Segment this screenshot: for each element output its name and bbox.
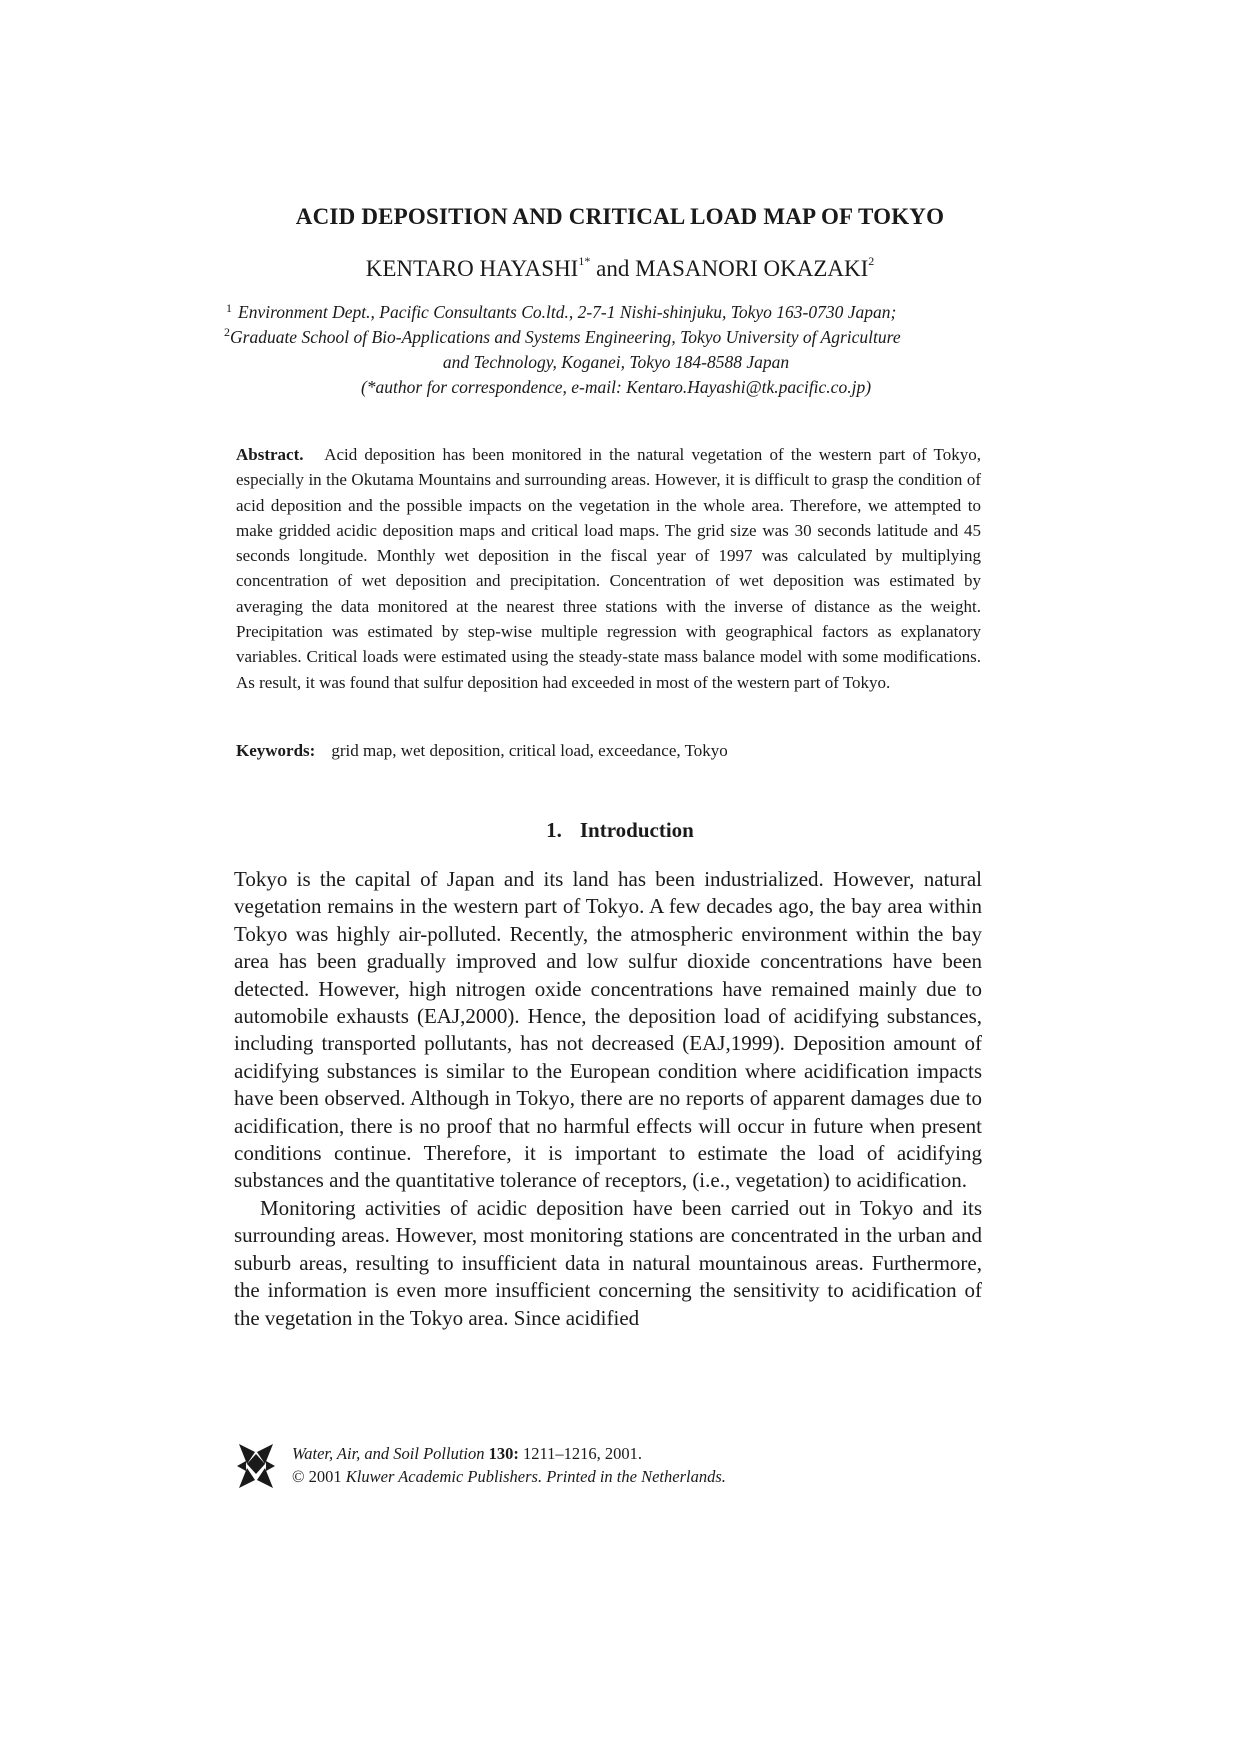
- affiliation-number: 2: [224, 325, 230, 339]
- journal-name: Water, Air, and Soil Pollution: [292, 1444, 485, 1463]
- affiliation-2: Graduate School of Bio-Applications and Systems Engineering, Tokyo University of Agriculture: [230, 327, 901, 347]
- section-number: 1.: [546, 818, 562, 842]
- kluwer-logo-icon: [237, 1442, 275, 1490]
- affiliations: [224, 300, 996, 400]
- author-name: MASANORI OKAZAKI: [635, 256, 869, 281]
- journal-volume: 130:: [488, 1444, 519, 1463]
- journal-pages: 1211–1216, 2001.: [518, 1444, 643, 1463]
- paragraph: Monitoring activities of acidic deposition have been carried out in Tokyo and its surrounding areas. However, most monitoring stations are concentrated in the urban and suburb areas, resulting to insufficient data in natural mountainous areas. Furthermore, the information is even more insufficient concerning the sensitivity to acidification of the vegetation in the Tokyo area. Since acidified: [234, 1195, 982, 1330]
- body-text: [234, 866, 982, 1332]
- keywords-label: Keywords:: [236, 741, 316, 760]
- citation-line: [292, 1442, 726, 1465]
- author-superscript: 1*: [578, 254, 591, 269]
- author-list: [0, 256, 1240, 282]
- journal-footer: [292, 1442, 726, 1488]
- keywords: [236, 741, 981, 761]
- abstract: [236, 442, 981, 695]
- correspondence-note: (*author for correspondence, e-mail: Kentaro.Hayashi@tk.pacific.co.jp): [360, 377, 872, 397]
- section-title: Introduction: [579, 818, 694, 842]
- copyright-line: [292, 1465, 726, 1488]
- affiliation-2-continued: and Technology, Koganei, Tokyo 184-8588 Japan: [442, 352, 790, 372]
- author-superscript: 2: [868, 254, 875, 269]
- section-heading: [0, 818, 1240, 843]
- affiliation-number: 1: [226, 301, 232, 315]
- keywords-text: grid map, wet deposition, critical load, exceedance, Tokyo: [331, 741, 728, 760]
- affiliation-1: Environment Dept., Pacific Consultants Co.ltd., 2-7-1 Nishi-shinjuku, Tokyo 163-0730 Japan;: [238, 302, 897, 322]
- abstract-text: Acid deposition has been monitored in the natural vegetation of the western part of Tokyo, especially in the Okutama Mountains and surrounding areas. However, it is difficult to grasp the condition of acid deposition and the possible impacts on the vegetation in the whole area. Therefore, we attempted to make gridded acidic deposition maps and critical load maps. The grid size was 30 seconds latitude and 45 seconds longitude. Monthly wet deposition in the fiscal year of 1997 was calculated by multiplying concentration of wet deposition and precipitation. Concentration of wet deposition was estimated by averaging the data monitored at the nearest three stations with the inverse of distance as the weight. Precipitation was estimated by step-wise multiple regression with geographical factors as explanatory variables. Critical loads were estimated using the steady-state mass balance model with some modifications. As result, it was found that sulfur deposition had exceeded in most of the western part of Tokyo.: [236, 445, 982, 692]
- abstract-label: Abstract.: [236, 445, 304, 464]
- author-conjunction: and: [590, 256, 636, 281]
- paper-title: ACID DEPOSITION AND CRITICAL LOAD MAP OF TOKYO: [295, 204, 945, 229]
- author-name: KENTARO HAYASHI: [365, 256, 579, 281]
- publisher: Kluwer Academic Publishers. Printed in the Netherlands.: [345, 1467, 726, 1486]
- copyright-year: © 2001: [292, 1467, 346, 1486]
- paragraph: Tokyo is the capital of Japan and its land has been industrialized. However, natural vegetation remains in the western part of Tokyo. A few decades ago, the bay area within Tokyo was highly air-polluted. Recently, the atmospheric environment within the bay area has been gradually improved and low sulfur dioxide concentrations have been detected. However, high nitrogen oxide concentrations have remained mainly due to automobile exhausts (EAJ,2000). Hence, the deposition load of acidifying substances, including transported pollutants, has not decreased (EAJ,1999). Deposition amount of acidifying substances is similar to the European condition where acidification impacts have been observed. Although in Tokyo, there are no reports of apparent damages due to acidification, there is no proof that no harmful effects will occur in future when present conditions continue. Therefore, it is important to estimate the load of acidifying substances and the quantitative tolerance of receptors, (i.e., vegetation) to acidification.: [234, 867, 982, 1193]
